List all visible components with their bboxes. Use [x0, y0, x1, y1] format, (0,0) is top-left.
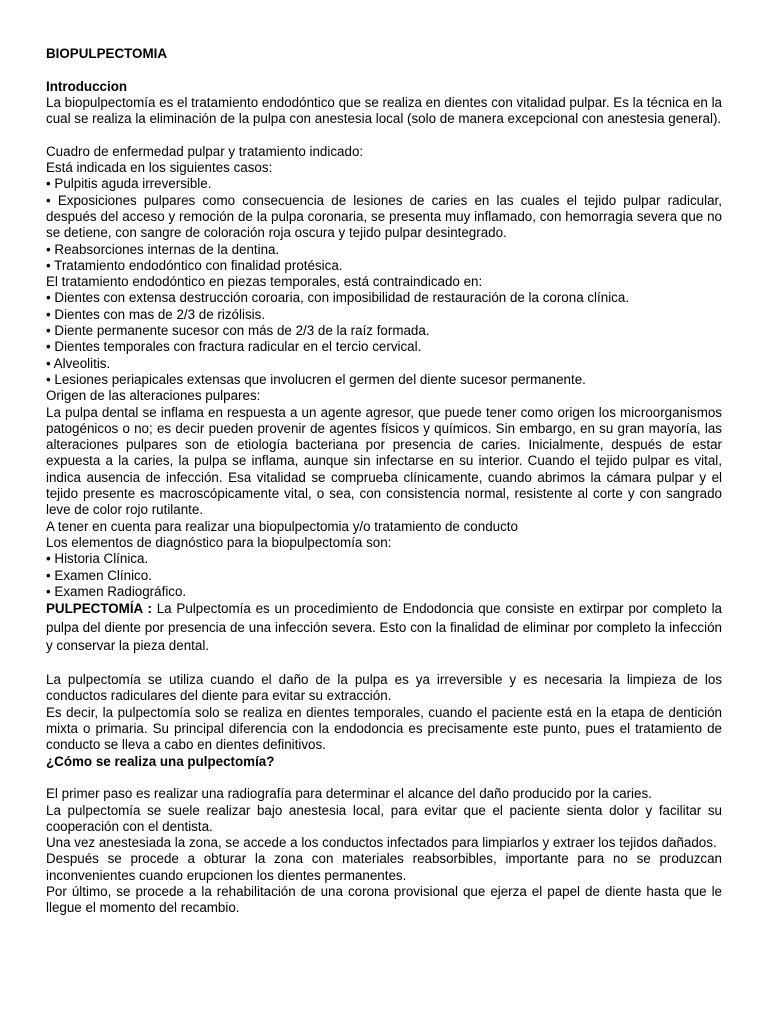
contraindicado-intro: El tratamiento endodóntico en piezas temporales, está contraindicado en:	[46, 274, 483, 290]
indicacion-item: • Exposiciones pulpares como consecuencia de lesiones de caries en las cuales el tejido pulpar radicular, después del acceso y remoción de la pulpa coronaria, se presenta muy inflamado, con hemorragia severa que no se detiene, con sangre de coloración roja oscura y tejido pulpar desintegrado.	[46, 192, 722, 241]
indicacion-item: • Tratamiento endodóntico con finalidad protésica.	[46, 257, 343, 273]
pulpectomia-text: La Pulpectomía es un procedimiento de Endodoncia que consiste en extirpar por completo la pulpa del diente por presencia de una infección severa. Esto con la finalidad de eliminar por completo la infección y conservar la pieza dental.	[46, 601, 722, 654]
document-title: BIOPULPECTOMIA	[46, 46, 168, 61]
paso-paragraph: La pulpectomía se suele realizar bajo anestesia local, para evitar que el paciente sienta dolor y facilitar su cooperación con el dentista.	[46, 802, 722, 834]
contraindicacion-item: • Alveolitis.	[46, 355, 111, 371]
spacer	[46, 770, 722, 786]
indicada-intro: Está indicada en los siguientes casos:	[46, 160, 273, 176]
paso-paragraph: Después se procede a obturar la zona con materiales reabsorbibles, importante para no se produzcan inconvenientes cuando erupcionen los dientes permanentes.	[46, 851, 722, 883]
pulpectomia-label: PULPECTOMÍA :	[46, 601, 152, 617]
paso-paragraph: El primer paso es realizar una radiografía para determinar el alcance del daño producido por la caries.	[46, 786, 652, 802]
diagnostico-item: • Examen Clínico.	[46, 567, 152, 583]
paso-paragraph: Una vez anestesiada la zona, se accede a los conductos infectados para limpiarlos y extraer los tejidos dañados.	[46, 835, 717, 851]
cuadro-title: Cuadro de enfermedad pulpar y tratamiento indicado:	[46, 143, 364, 159]
contraindicacion-item: • Lesiones periapicales extensas que involucren el germen del diente sucesor permanente.	[46, 371, 586, 387]
diagnostico-item: • Examen Radiográfico.	[46, 583, 187, 599]
como-heading: ¿Cómo se realiza una pulpectomía?	[46, 753, 275, 769]
origen-title: Origen de las alteraciones pulpares:	[46, 388, 261, 404]
contraindicacion-item: • Diente permanente sucesor con más de 2/3 de la raíz formada.	[46, 323, 430, 339]
tener-cuenta-line: A tener en cuenta para realizar una biopulpectomia y/o tratamiento de conducto	[46, 518, 518, 534]
contraindicacion-item: • Dientes temporales con fractura radicular en el tercio cervical.	[46, 339, 422, 355]
indicacion-item: • Reabsorciones internas de la dentina.	[46, 241, 280, 257]
indicacion-item: • Pulpitis aguda irreversible.	[46, 176, 212, 192]
spacer	[46, 127, 722, 143]
diagnostico-item: • Historia Clínica.	[46, 551, 149, 567]
pulpectomia-paragraph	[46, 600, 722, 656]
spacer	[46, 656, 722, 672]
intro-heading: Introduccion	[46, 78, 128, 94]
contraindicacion-item: • Dientes con extensa destrucción coroaria, con imposibilidad de restauración de la corona clínica.	[46, 290, 630, 306]
document-page	[46, 46, 722, 917]
es-decir-paragraph: Es decir, la pulpectomía solo se realiza en dientes temporales, cuando el paciente está en la etapa de dentición mixta o primaria. Su principal diferencia con la endodoncia es precisamente este punto, pues el tratamiento de conducto se lleva a cabo en dientes definitivos.	[46, 704, 722, 753]
uso-paragraph: La pulpectomía se utiliza cuando el daño de la pulpa es ya irreversible y es necesaria la limpieza de los conductos radiculares del diente para evitar su extracción.	[46, 672, 722, 704]
spacer	[46, 62, 722, 78]
intro-paragraph: La biopulpectomía es el tratamiento endodóntico que se realiza en dientes con vitalidad pulpar. Es la técnica en la cual se realiza la eliminación de la pulpa con anestesia local (solo de manera excepcional con anestesia general).	[46, 94, 722, 127]
diagnostico-intro: Los elementos de diagnóstico para la biopulpectomía son:	[46, 534, 392, 550]
paso-paragraph: Por último, se procede a la rehabilitación de una corona provisional que ejerza el papel de diente hasta que le llegue el momento del recambio.	[46, 884, 722, 916]
origen-paragraph: La pulpa dental se inflama en respuesta a un agente agresor, que puede tener como origen los microorganismos patogénicos o no; es decir pueden provenir de agentes físicos y químicos. Sin embargo, en su gran mayoría, las alteraciones pulpares son de etiología bacteriana por presencia de caries. Inicialmente, después de estar expuesta a la caries, la pulpa se inflama, aunque sin infectarse en su interior. Cuando el tejido pulpar es vital, indica ausencia de infección. Esa vitalidad se comprueba clínicamente, cuando abrimos la cámara pulpar y el tejido presente es macroscópicamente vital, o sea, con consistencia normal, resistente al corte y con sangrado leve de color rojo rutilante.	[46, 404, 722, 518]
contraindicacion-item: • Dientes con mas de 2/3 de rizólisis.	[46, 306, 266, 322]
